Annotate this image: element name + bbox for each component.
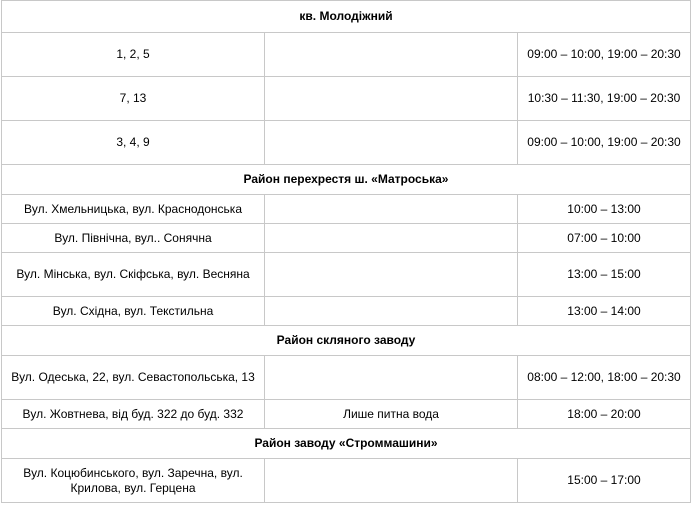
section-title: Район перехрестя ш. «Матроська» [2,165,691,195]
note-cell [265,356,518,400]
table-row [2,77,691,121]
note-cell [265,253,518,297]
water-schedule-table [1,0,691,503]
address-cell: Вул. Північна, вул.. Сонячна [2,224,265,253]
section-header-row [2,429,691,459]
table-row [2,253,691,297]
table-row [2,356,691,400]
note-cell [265,297,518,326]
address-cell: Вул. Східна, вул. Текстильна [2,297,265,326]
address-cell: Вул. Коцюбинського, вул. Заречна, вул. Крилова, вул. Герцена [2,459,265,503]
section-title: Район скляного заводу [2,326,691,356]
section-header-row [2,1,691,33]
table-row [2,297,691,326]
table-row [2,400,691,429]
note-cell [265,121,518,165]
address-cell: 1, 2, 5 [2,33,265,77]
section-header-row [2,165,691,195]
table-row [2,224,691,253]
time-cell: 08:00 – 12:00, 18:00 – 20:30 [518,356,691,400]
note-cell [265,195,518,224]
address-cell: Вул. Одеська, 22, вул. Севастопольська, 13 [2,356,265,400]
time-cell: 13:00 – 14:00 [518,297,691,326]
time-cell: 09:00 – 10:00, 19:00 – 20:30 [518,121,691,165]
time-cell: 18:00 – 20:00 [518,400,691,429]
address-cell: 3, 4, 9 [2,121,265,165]
note-cell [265,459,518,503]
time-cell: 13:00 – 15:00 [518,253,691,297]
note-cell [265,224,518,253]
table-row [2,121,691,165]
table-row [2,195,691,224]
note-cell [265,33,518,77]
table-row [2,459,691,503]
note-cell: Лише питна вода [265,400,518,429]
section-title: Район заводу «Строммашини» [2,429,691,459]
address-cell: Вул. Мінська, вул. Скіфська, вул. Весняна [2,253,265,297]
address-cell: Вул. Жовтнева, від буд. 322 до буд. 332 [2,400,265,429]
address-cell: 7, 13 [2,77,265,121]
time-cell: 10:00 – 13:00 [518,195,691,224]
section-title: кв. Молодіжний [2,1,691,33]
time-cell: 10:30 – 11:30, 19:00 – 20:30 [518,77,691,121]
section-header-row [2,326,691,356]
note-cell [265,77,518,121]
time-cell: 07:00 – 10:00 [518,224,691,253]
time-cell: 15:00 – 17:00 [518,459,691,503]
address-cell: Вул. Хмельницька, вул. Краснодонська [2,195,265,224]
table-row [2,33,691,77]
time-cell: 09:00 – 10:00, 19:00 – 20:30 [518,33,691,77]
